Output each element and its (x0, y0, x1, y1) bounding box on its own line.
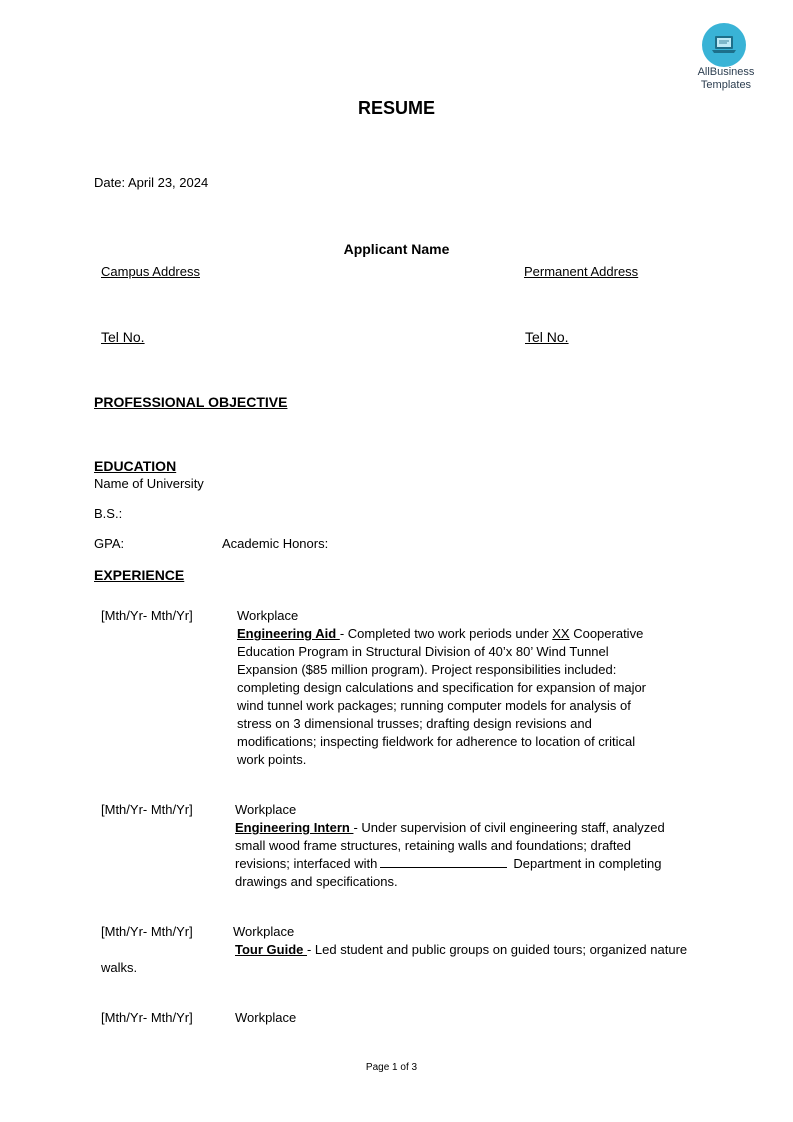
program-placeholder: XX (552, 626, 570, 641)
experience-description (235, 942, 687, 957)
objective-heading: PROFESSIONAL OBJECTIVE (94, 394, 288, 410)
tel-right-label: Tel No. (525, 329, 569, 345)
applicant-name: Applicant Name (343, 241, 450, 257)
blank-fill-line (380, 855, 507, 868)
description-text: - Completed two work periods under (339, 626, 553, 641)
experience-description (237, 625, 646, 769)
description-line (235, 819, 665, 837)
experience-dates: [Mth/Yr- Mth/Yr] (101, 802, 193, 817)
description-line: Expansion ($85 million program). Project responsibilities included: (237, 662, 617, 677)
description-line (235, 855, 665, 873)
experience-dates: [Mth/Yr- Mth/Yr] (101, 924, 193, 939)
experience-workplace: Workplace (237, 608, 299, 623)
gpa-label: GPA: (94, 536, 125, 551)
page-number: Page 1 of 3 (365, 1062, 418, 1073)
description-line (237, 625, 646, 643)
academic-honors-label: Academic Honors: (222, 536, 329, 551)
description-line: wind tunnel work packages; running computer models for analysis of (237, 698, 631, 713)
description-line: Education Program in Structural Division of 40’x 80’ Wind Tunnel (237, 644, 609, 659)
experience-heading: EXPERIENCE (94, 567, 185, 583)
logo-line-1: AllBusiness (697, 66, 755, 78)
description-line: small wood frame structures, retaining walls and foundations; drafted (235, 838, 631, 853)
role-title: Engineering Intern (235, 820, 354, 835)
date-line: Date: April 23, 2024 (94, 175, 209, 190)
degree-line: B.S.: (94, 506, 123, 521)
university-line: Name of University (94, 476, 204, 491)
description-text: Department in completing (513, 856, 662, 871)
laptop-icon (702, 23, 746, 67)
document-title: RESUME (357, 98, 435, 118)
logo-line-2: Templates (700, 79, 752, 91)
permanent-address-label: Permanent Address (524, 264, 639, 279)
experience-workplace: Workplace (235, 802, 297, 817)
description-line: work points. (237, 752, 307, 767)
description-line: modifications; inspecting fieldwork for adherence to location of critical (237, 734, 636, 749)
description-text: - Under supervision of civil engineering staff, analyzed (353, 820, 665, 835)
description-line: walks. (101, 960, 138, 975)
experience-dates: [Mth/Yr- Mth/Yr] (101, 608, 193, 623)
logo-text (690, 66, 762, 92)
campus-address-label: Campus Address (101, 264, 200, 279)
description-line: drawings and specifications. (235, 874, 398, 889)
description-text: Cooperative (569, 626, 644, 641)
logo-badge (702, 23, 746, 67)
experience-workplace: Workplace (235, 1010, 297, 1025)
experience-description (235, 819, 665, 891)
experience-workplace: Workplace (233, 924, 295, 939)
description-text: revisions; interfaced with (235, 856, 378, 871)
tel-left-label: Tel No. (101, 329, 145, 345)
description-line: completing design calculations and specification for expansion of major (237, 680, 647, 695)
education-heading: EDUCATION (94, 458, 177, 474)
role-title: Engineering Aid (237, 626, 340, 641)
experience-dates: [Mth/Yr- Mth/Yr] (101, 1010, 193, 1025)
description-text: - Led student and public groups on guided tours; organized nature (306, 942, 688, 957)
role-title: Tour Guide (235, 942, 307, 957)
description-line: stress on 3 dimensional trusses; drafting design revisions and (237, 716, 592, 731)
